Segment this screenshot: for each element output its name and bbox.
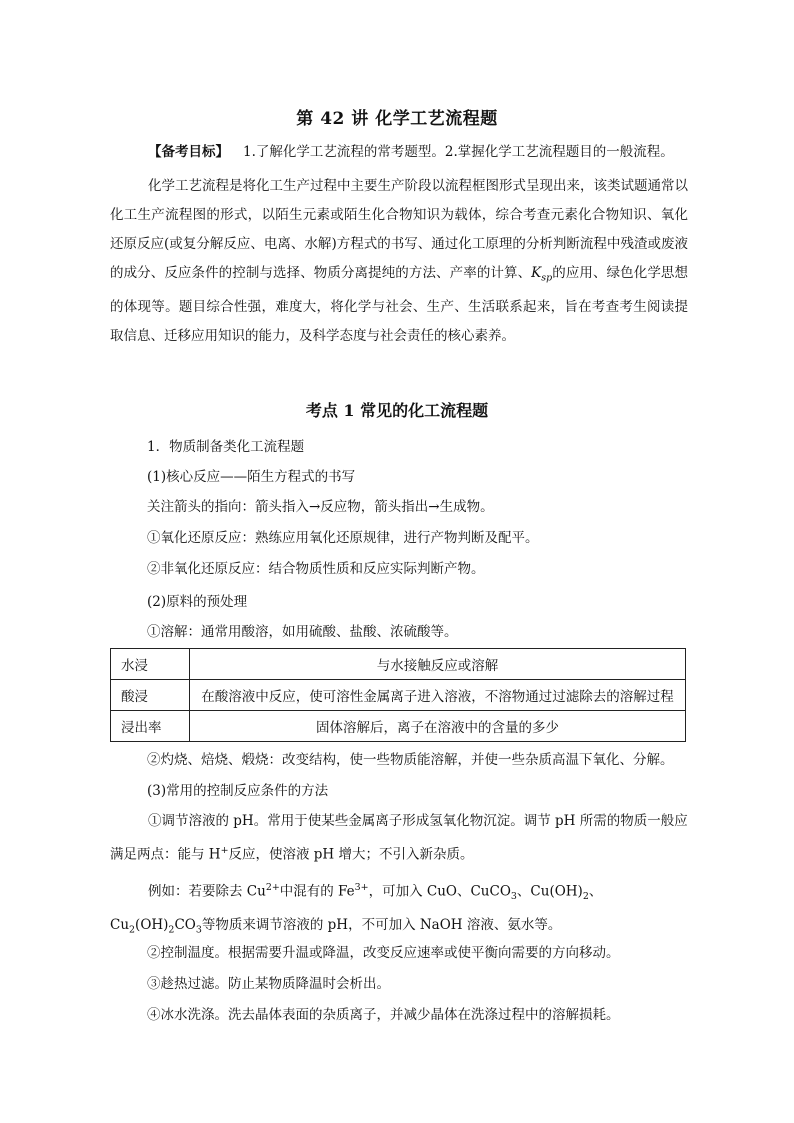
lecture-title: 第 42 讲 化学工艺流程题 [296,109,498,129]
table-row [111,649,686,680]
study-goal [110,138,688,167]
study-goal-text: 1.了解化学工艺流程的常考题型。2.掌握化学工艺流程题目的一般流程。 [243,144,674,160]
hot-filter-rule: ③趁热过滤。防止某物质降温时会析出。 [147,976,390,992]
ph-adjust-paragraph: ①调节溶液的 pH。常用于使某些金属离子形成氢氧化物沉淀。调节 pH 所需的物质一般应满足两点：能与 H+反应，使溶液 pH 增大；不引入新杂质。 [110,813,688,863]
intro-text-2: 的应用、绿色化学思想的体现等。题目综合性强，难度大，将化学与社会、生产、生活联系起来，旨在考查考生阅读提取信息、迁移应用知识的能力，及科学态度与社会责任的核心素养。 [110,265,689,344]
table-row [111,711,686,742]
section-heading: 考点 1 常见的化工流程题 [305,401,489,420]
non-redox-rule: ②非氧化还原反应：结合物质性质和反应实际判断产物。 [147,561,485,577]
table-key: 浸出率 [111,711,190,742]
subheading-pretreatment: (2)原料的预处理 [147,594,248,610]
table-key: 水浸 [111,649,190,680]
subheading-control-methods: (3)常用的控制反应条件的方法 [147,783,329,799]
item-1-heading: 1．物质制备类化工流程题 [147,439,305,455]
intro-text-1: 化学工艺流程是将化工生产过程中主要生产阶段以流程框图形式呈现出来，该类试题通常以化工生产流程图的形式，以陌生元素或陌生化合物知识为载体，综合考查元素化合物知识、氧化还原反应(或复分解反应、电离、水解)方程式的书写、通过化工原理的分析判断流程中残渣或废液的成分、反应条件的控制与选择、物质分离提纯的方法、产率的计算、 [110,178,688,281]
ph-example-paragraph: 例如：若要除去 $Cu^{2+}$中混有的 $Fe^{3+}$，可加入 CuO、CuCO$_3$、$Cu(OH)_2$、$Cu_2(OH)_2CO_3$等物质来调节溶液的 pH，不可加入 NaOH 溶液、氨水等。 [110,882,603,936]
study-goal-label: 【备考目标】 [148,144,229,160]
table-value: 在酸溶液中反应，使可溶性金属离子进入溶液，不溶物通过过滤除去的溶解过程 [190,680,686,711]
table-value: 固体溶解后，离子在溶液中的含量的多少 [190,711,686,742]
ksp-symbol: $K_{sp}$ [531,265,553,284]
ice-wash-rule: ④冰水洗涤。洗去晶体表面的杂质离子，并减少晶体在洗涤过程中的溶解损耗。 [147,1007,620,1023]
leaching-table [110,648,686,742]
redox-rule: ①氧化还原反应：熟练应用氧化还原规律，进行产物判断及配平。 [147,530,539,546]
subheading-core-reaction: (1)核心反应——陌生方程式的书写 [147,469,356,485]
temperature-rule: ②控制温度。根据需要升温或降温，改变反应速率或使平衡向需要的方向移动。 [147,945,620,961]
table-key: 酸浸 [111,680,190,711]
table-row [111,680,686,711]
intro-paragraph [110,172,688,351]
table-value: 与水接触反应或溶解 [190,649,686,680]
dissolve-rule: ①溶解：通常用酸溶，如用硫酸、盐酸、浓硫酸等。 [147,624,458,640]
arrow-rule: 关注箭头的指向：箭头指入→反应物，箭头指出→生成物。 [147,499,494,515]
roasting-rule: ②灼烧、焙烧、煅烧：改变结构，使一些物质能溶解，并使一些杂质高温下氧化、分解。 [147,752,674,768]
